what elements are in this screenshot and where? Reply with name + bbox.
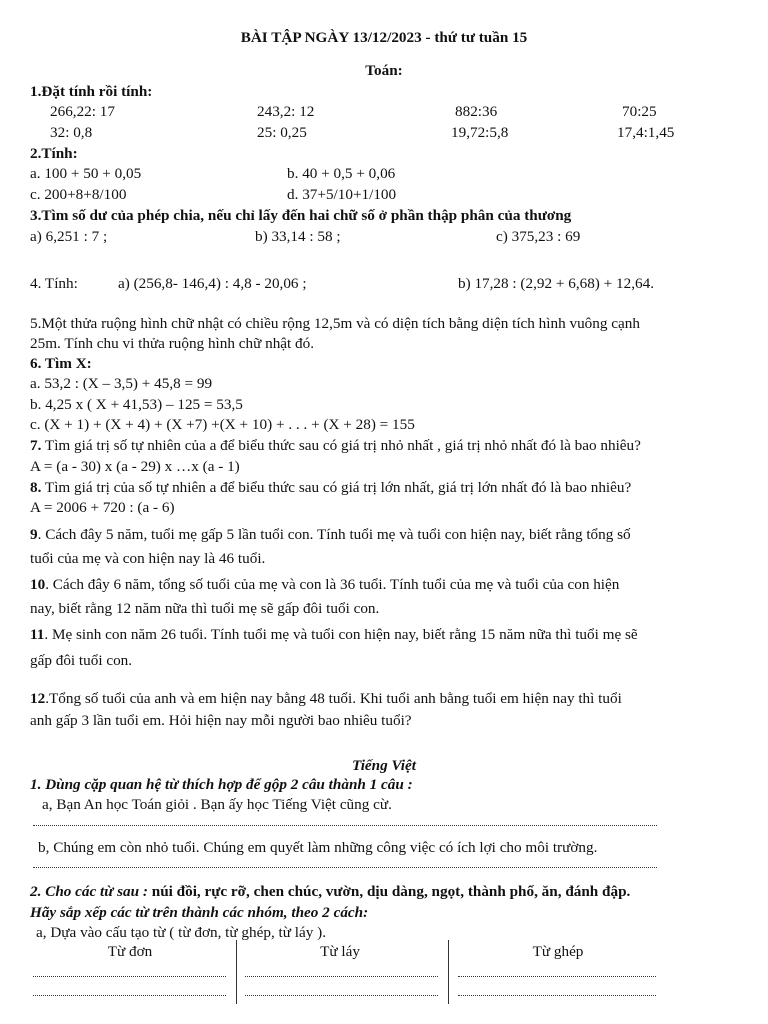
- q9-number: 9: [30, 526, 38, 543]
- tv-q1-heading: 1. Dùng cặp quan hệ từ thích hợp để gộp 2 câu thành 1 câu :: [30, 776, 413, 793]
- q6-item-b: b. 4,25 x ( X + 41,53) – 125 = 53,5: [30, 396, 243, 413]
- q2-item-b: b. 40 + 0,5 + 0,06: [287, 165, 396, 182]
- q7-line: [30, 437, 641, 455]
- answer-dotted-line[interactable]: [245, 976, 438, 977]
- q1-item: 17,4:1,45: [617, 124, 675, 141]
- q3-item-c: c) 375,23 : 69: [496, 228, 581, 245]
- q10-number: 10: [30, 576, 46, 593]
- column-divider: [448, 940, 449, 1004]
- page-title: BÀI TẬP NGÀY 13/12/2023 - thứ tư tuần 15: [240, 29, 528, 46]
- q7-expression: A = (a - 30) x (a - 29) x …x (a - 1): [30, 458, 240, 475]
- q10-text: . Cách đây 6 năm, tổng số tuổi của mẹ và con là 36 tuổi. Tính tuổi của mẹ và tuổi của con hiện: [45, 576, 620, 593]
- q1-item: 266,22: 17: [50, 103, 115, 120]
- tv-q2-word-list: núi đồi, rực rỡ, chen chúc, vườn, dịu dàng, ngọt, thành phố, ăn, đánh đập.: [151, 883, 631, 900]
- q2-heading: 2.Tính:: [30, 145, 78, 162]
- q11-text: . Mẹ sinh con năm 26 tuổi. Tính tuổi mẹ và tuổi con hiện nay, biết rằng 15 năm nữa thì tuổi mẹ sẽ: [44, 626, 638, 643]
- q9-text: . Cách đây 5 năm, tuổi mẹ gấp 5 lần tuổi con. Tính tuổi mẹ và tuổi con hiện nay, biết rằng tổng số: [37, 526, 631, 543]
- q2-item-c: c. 200+8+8/100: [30, 186, 127, 203]
- q10-line: nay, biết rằng 12 năm nữa thì tuổi mẹ sẽ gấp đôi tuổi con.: [30, 600, 380, 617]
- q4-item-a: a) (256,8- 146,4) : 4,8 - 20,06 ;: [118, 275, 307, 292]
- q8-line: [30, 479, 631, 497]
- column-divider: [236, 940, 237, 1004]
- q4-item-b: b) 17,28 : (2,92 + 6,68) + 12,64.: [458, 275, 654, 292]
- tv-q2-item-a: a, Dựa vào cấu tạo từ ( từ đơn, từ ghép, từ láy ).: [36, 924, 327, 941]
- q12-line: anh gấp 3 lần tuổi em. Hỏi hiện nay mỗi người bao nhiêu tuổi?: [30, 712, 412, 729]
- answer-dotted-line[interactable]: [33, 867, 657, 868]
- q12-line: [30, 690, 622, 708]
- q1-item: 19,72:5,8: [451, 124, 509, 141]
- tv-q1-item-b: b, Chúng em còn nhỏ tuổi. Chúng em quyết làm những công việc có ích lợi cho môi trường.: [38, 839, 598, 856]
- q9-line: [30, 526, 631, 544]
- q7-text: Tìm giá trị số tự nhiên của a để biểu thức sau có giá trị nhỏ nhất , giá trị nhỏ nhất đó là bao nhiêu?: [41, 437, 641, 454]
- q6-item-c: c. (X + 1) + (X + 4) + (X +7) +(X + 10) + . . . + (X + 28) = 155: [30, 416, 415, 433]
- q8-text: Tìm giá trị của số tự nhiên a để biểu thức sau có giá trị lớn nhất, giá trị lớn nhất đó là bao nhiêu?: [41, 479, 632, 496]
- column-header-tu-ghep: Từ ghép: [532, 943, 584, 960]
- answer-dotted-line[interactable]: [33, 976, 226, 977]
- q1-item: 70:25: [622, 103, 657, 120]
- q6-heading: 6. Tìm X:: [30, 355, 92, 372]
- q7-number: 7.: [30, 437, 42, 454]
- q12-text: .Tổng số tuổi của anh và em hiện nay bằng 48 tuổi. Khi tuổi anh bằng tuổi em hiện nay thì tuổi: [45, 690, 622, 707]
- q8-number: 8.: [30, 479, 42, 496]
- q5-line: 25m. Tính chu vi thửa ruộng hình chữ nhật đó.: [30, 335, 315, 352]
- q12-number: 12: [30, 690, 46, 707]
- section-title-tieng-viet: Tiếng Việt: [352, 757, 416, 774]
- q1-heading: 1.Đặt tính rồi tính:: [30, 83, 153, 100]
- column-header-tu-lay: Từ láy: [320, 943, 360, 960]
- q11-line: [30, 626, 638, 644]
- tv-q2-heading: [30, 883, 630, 901]
- q4-label: 4. Tính:: [30, 275, 78, 292]
- q11-number: 11: [30, 626, 45, 643]
- q5-line: 5.Một thửa ruộng hình chữ nhật có chiều rộng 12,5m và có diện tích bằng diện tích hình vuông cạnh: [30, 315, 640, 332]
- tv-q1-item-a: a, Bạn An học Toán giỏi . Bạn ấy học Tiếng Việt cũng cừ.: [42, 796, 392, 813]
- answer-dotted-line[interactable]: [458, 995, 656, 996]
- column-header-tu-don: Từ đơn: [107, 943, 153, 960]
- q9-line: tuổi của mẹ và con hiện nay là 46 tuổi.: [30, 550, 266, 567]
- tv-q2-heading-prefix: 2. Cho các từ sau :: [30, 883, 152, 900]
- section-title-toan: Toán:: [365, 62, 403, 79]
- q8-expression: A = 2006 + 720 : (a - 6): [30, 499, 175, 516]
- q3-item-a: a) 6,251 : 7 ;: [30, 228, 108, 245]
- answer-dotted-line[interactable]: [33, 825, 657, 826]
- q1-item: 882:36: [455, 103, 498, 120]
- q1-item: 243,2: 12: [257, 103, 315, 120]
- answer-dotted-line[interactable]: [458, 976, 656, 977]
- q1-item: 32: 0,8: [50, 124, 93, 141]
- q3-heading: 3.Tìm số dư của phép chia, nếu chỉ lấy đến hai chữ số ở phần thập phân của thương: [30, 207, 572, 224]
- q10-line: [30, 576, 619, 594]
- answer-dotted-line[interactable]: [33, 995, 226, 996]
- q2-item-a: a. 100 + 50 + 0,05: [30, 165, 142, 182]
- q2-item-d: d. 37+5/10+1/100: [287, 186, 397, 203]
- q3-item-b: b) 33,14 : 58 ;: [255, 228, 341, 245]
- q6-item-a: a. 53,2 : (X – 3,5) + 45,8 = 99: [30, 375, 213, 392]
- answer-dotted-line[interactable]: [245, 995, 438, 996]
- q11-line: gấp đôi tuổi con.: [30, 652, 133, 669]
- q1-item: 25: 0,25: [257, 124, 307, 141]
- tv-q2-instruction: Hãy sắp xếp các từ trên thành các nhóm, theo 2 cách:: [30, 904, 369, 921]
